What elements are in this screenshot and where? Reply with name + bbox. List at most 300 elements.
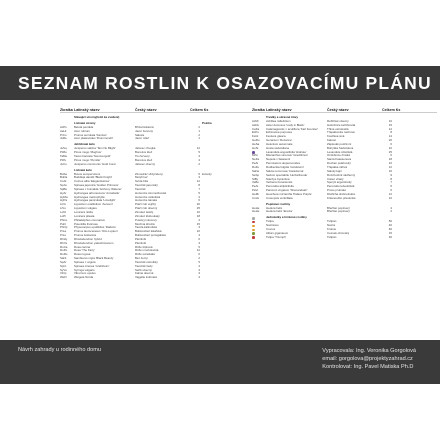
count-cell: 25 (388, 150, 392, 154)
count-cell: 12 (388, 165, 392, 169)
czech-cell: Jalovec obecný (135, 162, 155, 166)
latin-cell: Juniperus communis 'Gold Cone' (74, 162, 117, 166)
count-cell: 20 (388, 139, 392, 143)
latin-cell: Rosa 'The Fairy' (74, 249, 95, 253)
count-cell: 3 (198, 241, 200, 245)
latin-cell: Sedum spectabile 'Herbstfreude' (266, 173, 308, 177)
plant-table-right (252, 106, 437, 240)
czech-cell: Bohyška Sieboldova (327, 146, 354, 150)
czech-cell: Hortenzie stromečkovitá (135, 191, 167, 195)
table-rows (252, 116, 437, 240)
czech-cell: Ozdobnice čínská (327, 154, 350, 158)
count-cell: 14 (388, 135, 392, 139)
header-count: Celkem Ks (190, 108, 209, 112)
count-cell: 10 (196, 210, 200, 214)
abbr-cell: RhYa (60, 241, 68, 245)
count-cell: 9 (390, 173, 392, 177)
table-row (252, 197, 437, 201)
latin-cell: Hydrangea macrophylla (74, 195, 105, 199)
abbr-cell: CoVe (252, 196, 260, 200)
note-cell: kulovitý (202, 172, 212, 176)
czech-cell: Javor červený (135, 129, 153, 133)
czech-cell: Narcis (327, 224, 336, 228)
abbr-cell: PeAt (252, 185, 259, 189)
header-czech: Český název (327, 108, 349, 112)
abbr-cell: SaNe (252, 169, 260, 173)
latin-cell: Juniperus sabina 'Tam No Blight' (74, 147, 116, 151)
czech-cell: Kostřava sivá (327, 135, 345, 139)
latin-cell: Lonicera pileata (74, 214, 95, 218)
czech-cell: Krásnoočko přeslenité (327, 196, 356, 200)
count-cell: 18 (196, 214, 200, 218)
latin-cell: Spiraea cinerea 'Grefsheim' (74, 264, 110, 268)
latin-cell: Jehličnaté keře (74, 143, 95, 147)
czech-cell: Zimolez kloboukatý (135, 214, 160, 218)
abbr-cell: PiPu (60, 158, 67, 162)
note-cell (392, 197, 419, 201)
czech-cell: Bříza bělokorá (135, 125, 154, 129)
abbr-cell: FeGl (252, 135, 259, 139)
count-cell: 10 (388, 146, 392, 150)
abbr-cell: SpBu (60, 187, 68, 191)
czech-cell: Tis červený (135, 154, 150, 158)
count-cell: 5 (198, 151, 200, 155)
note-cell (200, 276, 227, 280)
latin-cell: Spiraea japonica 'Golden Princess' (74, 184, 119, 188)
latin-cell: Ligustrum vulgare (74, 207, 97, 211)
header-abbr: Zkratka (60, 108, 73, 112)
count-cell: 6 (390, 154, 392, 158)
abbr-cell: LiOv (60, 203, 66, 207)
latin-cell: Rosa rugosa (74, 253, 91, 257)
legend-marker-icon (252, 225, 255, 228)
count-cell: 4 (198, 276, 200, 280)
count-cell: 4 (198, 234, 200, 238)
czech-cell: Šanta Faassenova (327, 158, 352, 162)
latin-cell: Buddleja davidii 'Black Knight' (74, 176, 113, 180)
project-name: Návrh zahrady u rodinného domu (18, 347, 102, 353)
abbr-cell: WeFl (60, 276, 67, 280)
czech-cell: Motýlí keř (135, 176, 148, 180)
latin-cell: Panicum virgatum 'Shenandoah' (266, 189, 308, 193)
abbr-cell: AcPs (60, 125, 67, 129)
abbr-cell: HyPa (60, 199, 68, 203)
abbr-cell (60, 116, 74, 120)
abbr-cell: PoFr (60, 222, 67, 226)
count-cell: 2 (198, 162, 200, 166)
count-cell: 50 (388, 220, 392, 224)
czech-cell: Záplevák podzimní (327, 142, 352, 146)
count-cell: 6 (198, 253, 200, 257)
abbr-cell: BuSe (60, 172, 68, 176)
abbr-cell: HyMa (60, 195, 68, 199)
count-cell: 1 (198, 137, 200, 141)
latin-cell: Viburnum opulus (74, 272, 96, 276)
czech-cell: Tavola kalinolistá (135, 226, 157, 230)
legend-marker-icon (252, 221, 255, 224)
latin-cell: Festuca glauca (266, 135, 286, 139)
abbr-cell: JuRe (60, 137, 67, 141)
czech-cell: Javor mléč (135, 137, 149, 141)
latin-cell: Weigela florida (74, 276, 94, 280)
count-cell: 6 (390, 142, 392, 146)
count-cell: 3 (198, 195, 200, 199)
abbr-cell: StBy (252, 177, 259, 181)
latin-cell: Aster dumosus 'Lady in Black' (266, 123, 305, 127)
czech-cell: Perovskie lebedolistá (327, 185, 355, 189)
count-cell: 4 (198, 264, 200, 268)
latin-cell: Hedera helix 'Erecta' (266, 210, 293, 214)
count-cell: 30 (388, 235, 392, 239)
abbr-cell: BuDa (60, 176, 68, 180)
count-cell: 12 (196, 180, 200, 184)
czech-cell: Třtina ostrokvětá (327, 127, 349, 131)
latin-cell: Allium giganteum (266, 231, 289, 235)
footer-band (0, 340, 440, 384)
latin-cell: Geranium 'Rozanne' (266, 139, 293, 143)
table-row (60, 276, 260, 280)
czech-cell: Růže svraskalá (135, 253, 155, 257)
legend-marker-icon (252, 232, 255, 235)
latin-cell: Rhododendron hybrid (74, 237, 102, 241)
latin-cell: Acer rubrum (74, 129, 90, 133)
czech-cell: Ptačí zob obecný (135, 207, 158, 211)
note-cell: Poloha (202, 122, 212, 126)
author-line: Vypracovala: Ing. Veronika Gorgolová (322, 348, 416, 354)
plant-table-left (60, 106, 260, 280)
czech-cell: Pustoryl věncový (135, 218, 157, 222)
table-header (60, 106, 260, 113)
abbr-cell (252, 236, 266, 240)
count-cell: 8 (198, 184, 200, 188)
czech-cell: Sakura (135, 133, 145, 137)
count-cell: 20 (196, 203, 200, 207)
abbr-cell: SeSp (252, 173, 260, 177)
czech-cell: Tavolník ostrolistý (135, 260, 158, 264)
czech-cell: Bez černý (135, 257, 148, 261)
count-cell: 10 (388, 162, 392, 166)
latin-cell: Jednoletky a hrnkové rostliny (266, 216, 307, 220)
abbr-cell: AsDu (252, 123, 260, 127)
latin-cell: Helenium autumnale (266, 142, 293, 146)
latin-cell: Prunus lusitanica (74, 234, 97, 238)
abbr-cell: GeRo (252, 139, 260, 143)
author-block (322, 347, 416, 371)
latin-cell: Popínavé rostliny (266, 202, 291, 206)
czech-cell: Ptačí zob vejčitý (135, 203, 156, 207)
latin-cell: Miscanthus sinensis 'Gracillimus' (266, 154, 309, 158)
czech-cell: Česnek obrovský (327, 231, 350, 235)
legend-marker-icon (252, 151, 255, 154)
latin-cell: Verbena bonariensis (266, 181, 293, 185)
title-band (0, 66, 440, 100)
czech-cell: Břečťan popínavý (327, 206, 350, 210)
count-cell: 60 (388, 228, 392, 231)
count-cell (190, 116, 200, 120)
abbr-cell: CoAl (60, 180, 67, 184)
abbr-cell: PrCo (60, 133, 67, 137)
czech-cell: Jalovec chvojka (135, 147, 156, 151)
note-cell (392, 210, 419, 214)
latin-cell: Listnaté stromy (74, 122, 96, 126)
abbr-cell: SyVu (60, 268, 67, 272)
count-cell: 7 (390, 181, 392, 185)
abbr-cell: PrLu (60, 234, 67, 238)
abbr-cell: PrLa (60, 230, 67, 234)
count-cell: 12 (196, 249, 200, 253)
czech-cell: Mochna křovitá (135, 222, 155, 226)
latin-cell: Hydrangea paniculata 'Limelight' (74, 199, 116, 203)
latin-cell: Achillea millefolium (266, 119, 291, 123)
czech-cell: Zimolez lesklý (135, 210, 154, 214)
abbr-cell: AcMi (252, 119, 259, 123)
count-cell: 6 (390, 189, 392, 193)
header-latin: Latinský název (266, 108, 292, 112)
count-cell: 4 (198, 218, 200, 222)
latin-cell: Acer platanoides 'Drummondii' (74, 137, 114, 141)
czech-cell: Dlužicha drobnokvětá (327, 192, 355, 196)
count-cell: 10 (388, 196, 392, 200)
czech-cell: Proso prutnaté (327, 189, 346, 193)
latin-cell: Rhododendron yakushimanum (74, 241, 114, 245)
czech-cell: Šeřík obecný (135, 268, 152, 272)
count-cell: 5 (390, 185, 392, 189)
czech-cell: Tulipán (327, 235, 337, 239)
latin-cell: Salvia nemorosa 'Caradonna' (266, 169, 304, 173)
latin-cell: Nepeta × faassenii (266, 158, 291, 162)
note-cell (392, 236, 419, 240)
abbr-cell: PaVi (252, 189, 259, 193)
czech-cell: Rozchodník nádherný (327, 173, 356, 177)
czech-cell: Řebříček obecný (327, 119, 349, 123)
abbr-cell: RoPo (60, 249, 68, 253)
latin-cell: Ligustrum ovalifolium 'Aureum' (74, 203, 114, 207)
count-cell: 10 (196, 230, 200, 234)
abbr-cell: NeFa (252, 158, 260, 162)
czech-cell (135, 116, 190, 120)
czech-cell: Tavolník japonský (135, 184, 158, 188)
abbr-cell: RuFu (252, 165, 260, 169)
latin-cell: Lavandula angustifolia 'Hidcote' (266, 150, 307, 154)
email-line: email: gorgolova@projektyzahrad.cz (322, 356, 413, 362)
latin-cell: Buxus sempervirens (74, 172, 101, 176)
count-cell: 15 (196, 222, 200, 226)
abbr-cell: SpCi (60, 264, 67, 268)
latin-cell: Stachys byzantina (266, 177, 290, 181)
latin-cell: Echinacea purpurea (266, 131, 292, 135)
count-cell: 2 (198, 125, 200, 129)
table-header (252, 106, 437, 113)
count-cell: 5 (198, 172, 200, 176)
czech-cell: Bobkovišeň portugalská (135, 234, 166, 238)
latin-cell: Spiraea × arguta (74, 260, 96, 264)
abbr-cell: PhOp (60, 226, 68, 230)
czech-cell: Zimostráz vždyzelený (135, 172, 163, 176)
page-title: SEZNAM ROSTLIN K OSAZOVACÍMU PLÁNU (18, 73, 432, 93)
count-cell: 15 (388, 123, 392, 127)
latin-cell: Rosa canina (74, 245, 91, 249)
header-count: Celkem Ks (382, 108, 401, 112)
abbr-cell: JuCo (60, 162, 67, 166)
count-cell: 5 (198, 260, 200, 264)
count-cell: 15 (388, 231, 392, 235)
latin-cell: Prunus serrulata 'Kanzan' (74, 133, 107, 137)
czech-cell: Hortenzie velkolistá (135, 195, 161, 199)
latin-cell: Sambucus nigra 'Black Beauty' (74, 257, 114, 261)
abbr-cell: HoSi (252, 146, 259, 150)
count-cell: 7 (198, 187, 200, 191)
header-czech: Český název (135, 108, 157, 112)
czech-cell: Růže šípková (135, 245, 153, 249)
count-cell: 4 (198, 158, 200, 162)
latin-cell: Cornus alba 'Elegantissima' (74, 180, 110, 184)
abbr-cell: RoCa (60, 245, 68, 249)
czech-cell: Pěnišník (135, 237, 147, 241)
latin-cell: Perovskia atriplicifolia (266, 185, 294, 189)
latin-cell: Stávající stromy(řešit ke zvážení) (74, 116, 120, 119)
czech-cell: Břečťan popínavý (327, 210, 350, 214)
abbr-cell: HyAr (60, 191, 67, 195)
abbr-cell: ViOp (60, 272, 67, 276)
czech-cell: Sporýš argentinský (327, 181, 352, 185)
abbr-cell: SaNi (60, 257, 67, 261)
czech-cell: Tulipán (327, 220, 337, 224)
header-abbr: Zkratka (252, 108, 265, 112)
reviewer-line: Kontrolovat: Ing. Pavel Matiska Ph.D (322, 364, 414, 370)
abbr-cell: LiVu (60, 207, 66, 211)
czech-cell: Levandule úzkolistá (327, 150, 353, 154)
count-cell: 40 (388, 224, 392, 228)
czech-cell: Pěnišník (135, 241, 147, 245)
czech-cell: Čistec vlnatý (327, 177, 344, 181)
count-cell: 6 (198, 237, 200, 241)
latin-cell: Hydrangea arborescens 'Annabelle' (74, 191, 120, 195)
czech-cell: Třapatka zářivá (327, 165, 347, 169)
latin-cell: Physocarpus opulifolius 'Diabolo' (74, 226, 117, 230)
count-cell: 1 (198, 129, 200, 133)
count-cell: 3 (198, 268, 200, 272)
czech-cell: Růže mnohokvětá (135, 249, 159, 253)
czech-cell: Vajgélie květnatá (135, 276, 157, 280)
latin-cell: Philadelphus coronarius (74, 218, 105, 222)
count-cell: 3 (198, 226, 200, 230)
header-latin: Latinský název (74, 108, 100, 112)
latin-cell: Tulipa (266, 220, 274, 224)
count-cell: 3 (198, 154, 200, 158)
czech-cell: Šalvěj hajní (327, 169, 342, 173)
count-cell: 12 (388, 192, 392, 196)
czech-cell: Kalina obecná (135, 272, 154, 276)
latin-cell: Pinus mugo 'Mughus' (74, 151, 102, 155)
czech-cell: Borovice kleč (135, 151, 153, 155)
latin-cell: Coreopsis verticillata (266, 196, 293, 200)
latin-cell: Potentilla fruticosa (74, 222, 98, 226)
count-cell: 3 (198, 176, 200, 180)
note-cell (200, 116, 227, 120)
abbr-cell: CaKa (252, 127, 260, 131)
latin-cell: Calamagrostis × acutiflora 'Karl Foerster' (266, 127, 319, 131)
legend-marker-icon (252, 229, 255, 232)
count-cell: 25 (196, 207, 200, 211)
latin-cell: Narcissus (266, 224, 279, 228)
abbr-cell: SpJa (60, 184, 67, 188)
abbr-cell: HeHe (252, 206, 260, 210)
abbr-cell: HeMi (252, 192, 259, 196)
latin-cell: Lonicera nitida (74, 210, 93, 214)
abbr-cell: AeHi (60, 129, 67, 133)
note-cell (200, 163, 227, 167)
abbr-cell: JuSq (60, 147, 67, 151)
abbr-cell: MiSi (252, 154, 258, 158)
abbr-cell: PiMu (60, 151, 67, 155)
count-cell: 3 (198, 272, 200, 276)
count-cell: 6 (198, 199, 200, 203)
count-cell: 8 (390, 131, 392, 135)
latin-cell: Tulipa 'Triumph' (266, 235, 287, 239)
latin-cell: Hedera helix (266, 206, 283, 210)
count-cell: 4 (390, 206, 392, 210)
count-cell: 18 (388, 158, 392, 162)
czech-cell: Borovice kleč (135, 158, 153, 162)
latin-cell: Rudbeckia fulgida 'Goldsturm' (266, 165, 305, 169)
abbr-cell: VeBo (252, 181, 259, 185)
latin-cell: Taxus baccata 'Summergold' (74, 154, 111, 158)
latin-cell: Pennisetum alopecuroides (266, 162, 301, 166)
count-cell: 2 (198, 257, 200, 261)
abbr-cell: RhHy (60, 237, 68, 241)
count-cell: 8 (390, 177, 392, 181)
count-cell: 16 (388, 169, 392, 173)
abbr-cell: EcPu (252, 131, 259, 135)
abbr-cell: SpAr (60, 260, 67, 264)
count-cell: 5 (198, 245, 200, 249)
czech-cell: Dochan psárkovitý (327, 162, 351, 166)
latin-cell: Pinus mugo 'Pumilio' (74, 158, 101, 162)
abbr-cell: PeAl (252, 162, 259, 166)
abbr-cell: LoNi (60, 210, 66, 214)
czech-cell: Tavolník (135, 187, 146, 191)
latin-cell: Trvalky a okrasné trávy (266, 116, 298, 119)
legend-marker-icon (252, 217, 255, 220)
abbr-cell: PhCo (60, 218, 68, 222)
czech-cell: Třapatkovka nachová (327, 131, 355, 135)
count-cell: 12 (388, 127, 392, 131)
latin-cell: Betula pendula (74, 125, 94, 129)
note-cell (200, 137, 227, 141)
count-cell: 12 (196, 147, 200, 151)
table-row (252, 210, 437, 214)
latin-cell: Syringa vulgaris (74, 268, 95, 272)
table-row (252, 236, 437, 240)
latin-cell: Spiraea × bumalda 'Anthony Waterer' (74, 187, 122, 191)
abbr-cell: LoPi (60, 214, 66, 218)
abbr-cell: RoRu (60, 253, 68, 257)
latin-cell: Prunus laurocerasus 'Otto Luyken' (74, 230, 119, 234)
legend-marker-icon (252, 236, 255, 239)
latin-cell: Hosta sieboldiana (266, 146, 289, 150)
count-cell: 2 (390, 210, 392, 214)
abbr-cell: HeHe (252, 210, 260, 214)
latin-cell: Heuchera micrantha 'Palace Purple' (266, 192, 312, 196)
czech-cell: Svída bílá (135, 180, 148, 184)
abbr-cell: TaMe (60, 154, 68, 158)
latin-cell: Listnaté keře (74, 168, 92, 172)
czech-cell: Kakost (327, 139, 336, 143)
czech-cell: Tavolník šedý (135, 264, 153, 268)
count-cell: 2 (198, 133, 200, 137)
count-cell: 5 (198, 191, 200, 195)
count-cell: 10 (388, 119, 392, 123)
